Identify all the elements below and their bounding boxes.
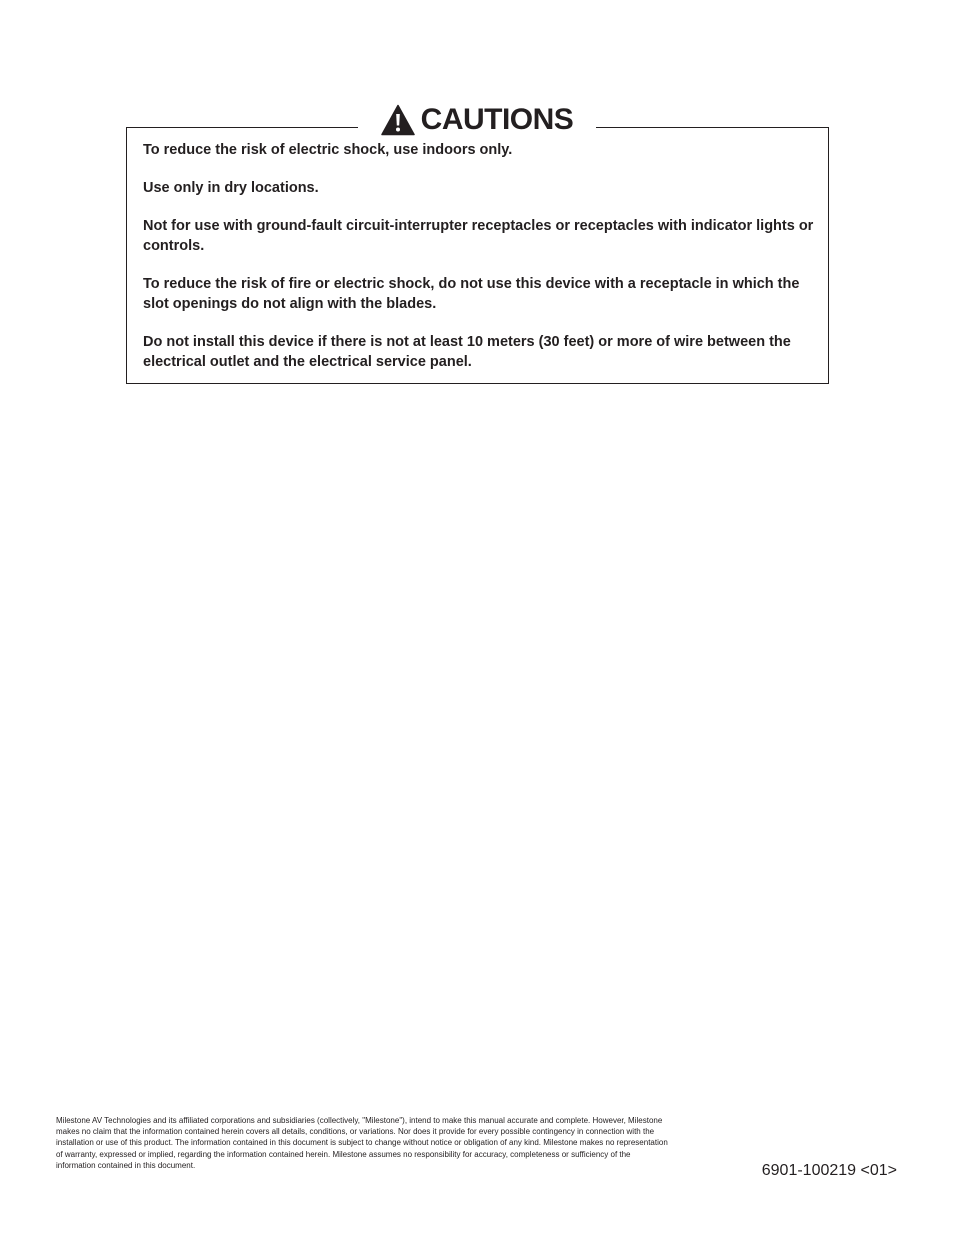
cautions-heading: [358, 100, 596, 140]
warning-triangle-icon: [381, 104, 415, 136]
document-number: 6901-100219 <01>: [761, 1162, 897, 1179]
caution-item: To reduce the risk of electric shock, use indoors only.: [143, 142, 513, 158]
cautions-list: [143, 140, 823, 390]
caution-item: Do not install this device if there is not at least 10 meters (30 feet) or more of wire between the electrical outlet and the electrical service panel.: [143, 334, 791, 370]
cautions-title: CAUTIONS: [420, 103, 574, 136]
caution-item: To reduce the risk of fire or electric shock, do not use this device with a receptacle in which the slot openings do not align with the blades.: [143, 276, 800, 312]
caution-item: Not for use with ground-fault circuit-interrupter receptacles or receptacles with indicator lights or controls.: [143, 218, 814, 254]
legal-disclaimer: Milestone AV Technologies and its affiliated corporations and subsidiaries (collectively, "Milestone"), intend to make this manual accurate and complete. However, Milestone makes no claim that the information contained herein covers all details, conditions, or variations. Nor does it provide for every possible contingency in connection with the installation or use of this product. The information contained in this document is subject to change without notice or obligation of any kind. Milestone makes no representation of warranty, expressed or implied, regarding the information contained herein. Milestone assumes no responsibility for accuracy, completeness or sufficiency of the information contained in this document.: [56, 1116, 668, 1170]
caution-item: Use only in dry locations.: [143, 180, 319, 196]
